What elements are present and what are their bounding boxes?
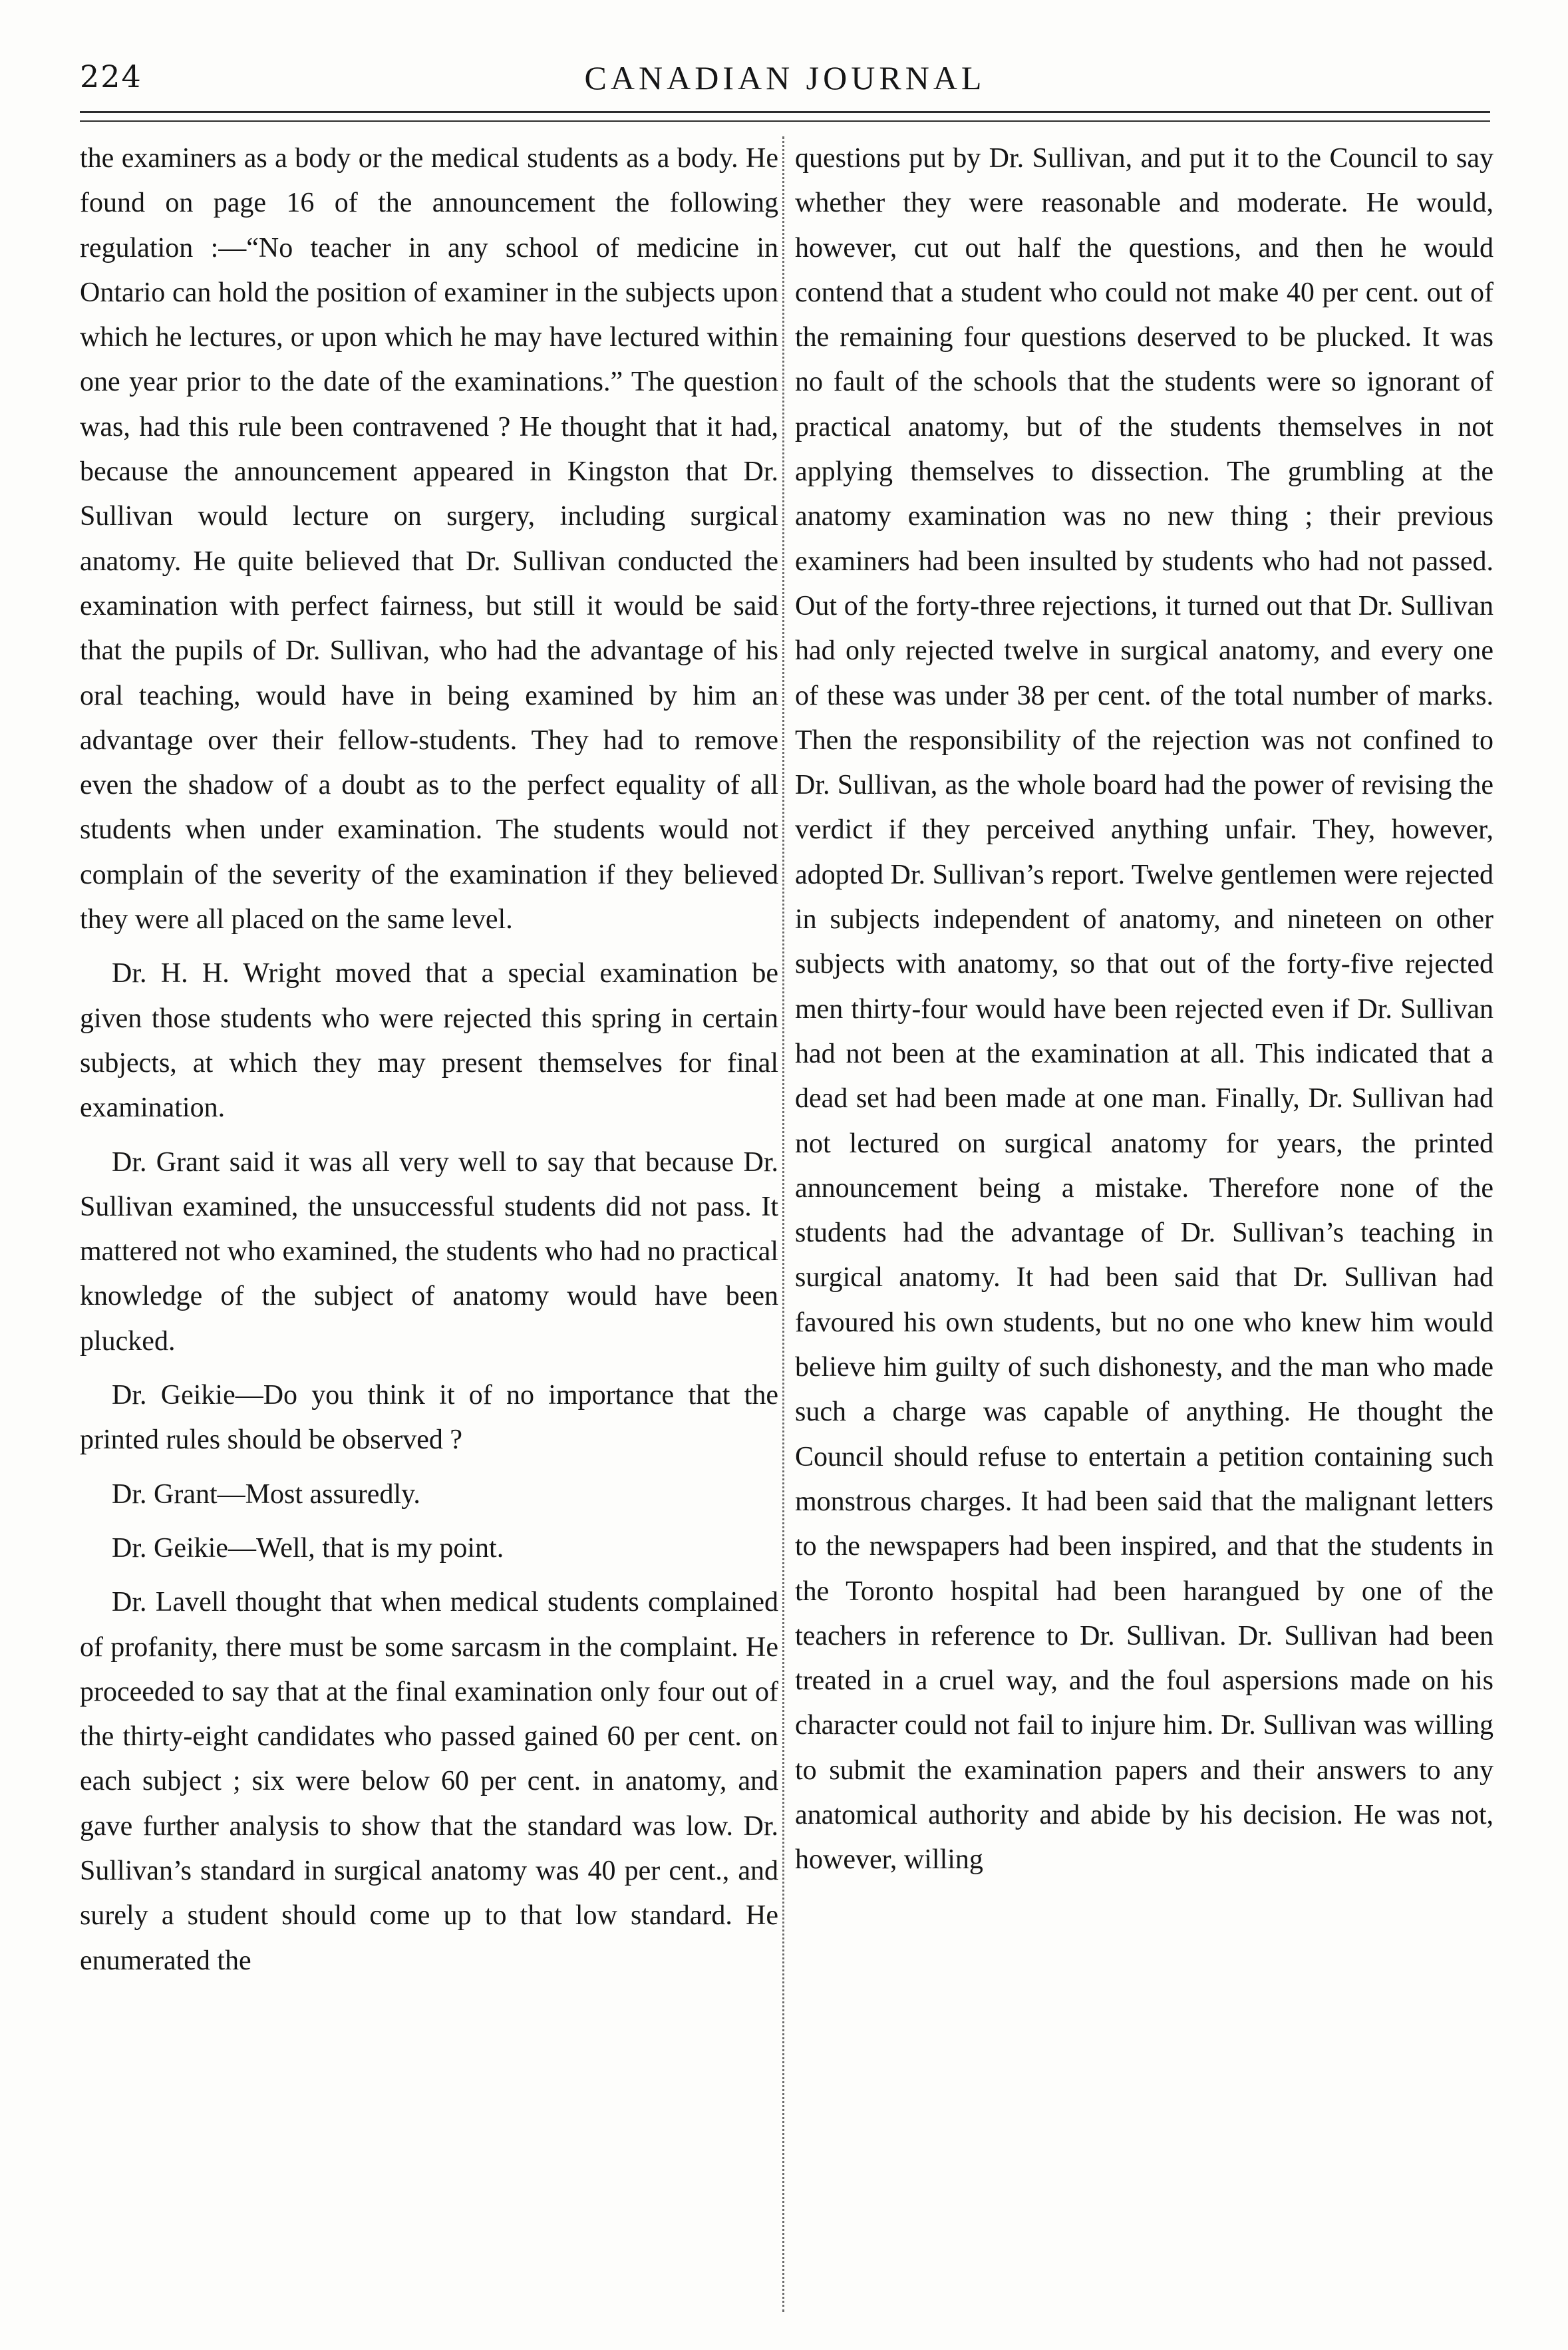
page-number: 224 (80, 59, 142, 94)
paragraph-geikie-point: Dr. Geikie—Well, that is my point. (112, 1532, 504, 1564)
paragraph-lavell-continued: questions put by Dr. Sullivan, and put it to the Council to say whether they were reasonable and moderate. He would, however, cut out half the questions, and then he would contend that a student who could not make 40 per cent. out of the remaining four questions deserved to be plucked. It was no fault of the schools that the students were so ignorant of practical anatomy, but of the students themselves in not applying themselves to dissection. The grumbling at the anatomy examination was no new thing ; their previous examiners had been insulted by students who had not passed. Out of the forty-three rejections, it turned out that Dr. Sullivan had only rejected twelve in surgical anatomy, and every one of these was under 38 per cent. of the total number of marks. Then the responsibility of the rejection was not confined to Dr. Sullivan, as the whole board had the power of revising the verdict if they perceived anything unfair. They, however, adopted Dr. Sullivan’s report. Twelve gentlemen were rejected in subjects independent of anatomy, and nineteen on other subjects with anatomy, so that out of the forty-five rejected men thirty-four would have been rejected even if Dr. Sullivan had not been at the examination at all. This indicated that a dead set had been made at one man. Finally, Dr. Sullivan had not lectured on surgical anatomy for years, the printed announcement being a mistake. Therefore none of the students had the advantage of Dr. Sullivan’s teaching in surgical anatomy. It had been said that Dr. Sullivan had favoured his own students, but no one who knew him would believe him guilty of such dishonesty, and the man who made such a charge was capable of anything. He thought the Council should refuse to entertain a petition containing such monstrous charges. It had been said that the malignant letters to the newspapers had been inspired, and that the students in the Toronto hospital had been harangued by one of the teachers in reference to Dr. Sullivan. Dr. Sullivan had been treated in a cruel way, and the foul aspersions made on his character could not fail to injure him. Dr. Sullivan was willing to submit the examination papers and their answers to any anatomical authority and abide by his decision. He was not, however, willing (795, 143, 1493, 1876)
page-header (80, 47, 1490, 106)
right-column (795, 136, 1493, 1883)
paragraph-geikie-question: Dr. Geikie—Do you think it of no importance that the printed rules should be observed ? (80, 1380, 778, 1456)
left-column (80, 136, 778, 1983)
header-rule-bottom (80, 120, 1490, 122)
header-rule-top (80, 111, 1490, 113)
column-divider (782, 136, 784, 2312)
paragraph-grant-reply: Dr. Grant—Most assuredly. (112, 1478, 420, 1510)
running-title: CANADIAN JOURNAL (584, 59, 986, 96)
paragraph-lavell: Dr. Lavell thought that when medical students complained of profanity, there must be some sarcasm in the complaint. He proceeded to say that at the final examination only four out of the thirty-eight candidates who passed gained 60 per cent. on each subject ; six were below 60 per cent. in anatomy, and gave further analysis to show that the standard was low. Dr. Sullivan’s standard in surgical anatomy was 40 per cent., and surely a student should come up to that low standard. He enumerated the (80, 1587, 778, 1976)
paragraph-continued: the examiners as a body or the medical students as a body. He found on page 16 of the announcement the following regulation :—“No teacher in any school of medicine in Ontario can hold the position of examiner in the subjects upon which he lectures, or upon which he may have lectured within one year prior to the date of the examinations.” The question was, had this rule been contravened ? He thought that it had, because the announcement appeared in Kingston that Dr. Sullivan would lecture on surgery, including surgical anatomy. He quite believed that Dr. Sullivan conducted the examination with perfect fairness, but still it would be said that the pupils of Dr. Sullivan, who had the advantage of his oral teaching, would have in being examined by him an advantage over their fellow-students. They had to remove even the shadow of a doubt as to the perfect equality of all students when under examination. The students would not complain of the severity of the examination if they believed they were all placed on the same level. (80, 143, 778, 935)
paragraph-grant: Dr. Grant said it was all very well to say that because Dr. Sullivan examined, the unsuccessful students did not pass. It mattered not who examined, the students who had no practical knowledge of the subject of anatomy would have been plucked. (80, 1146, 778, 1357)
paragraph-wright-motion: Dr. H. H. Wright moved that a special examination be given those students who were rejected this spring in certain subjects, at which they may present themselves for final examination. (80, 958, 778, 1124)
